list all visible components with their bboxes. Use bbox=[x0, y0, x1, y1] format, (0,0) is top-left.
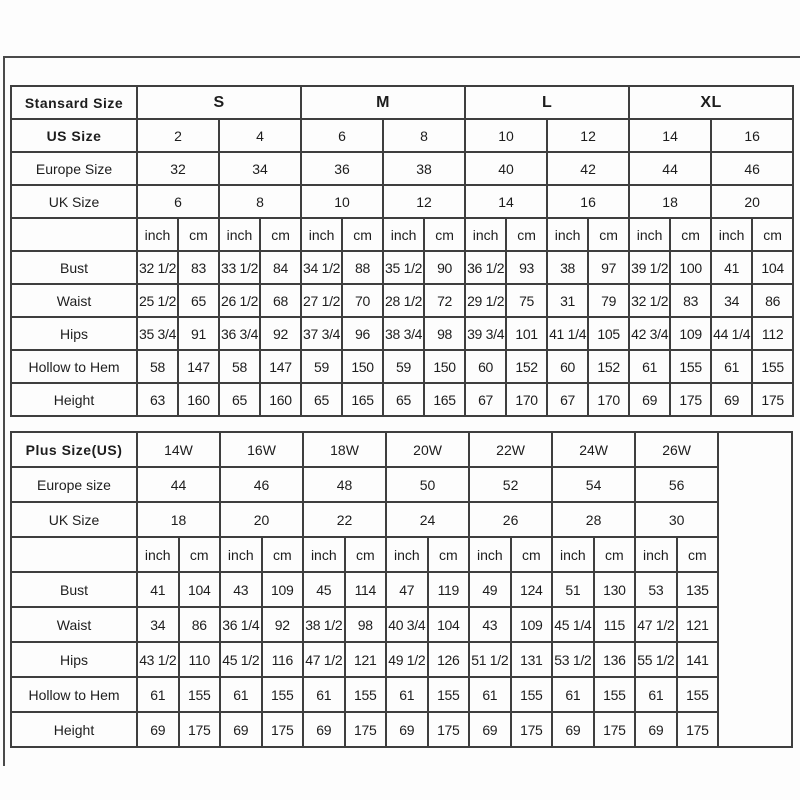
table-title-cell: Stansard Size bbox=[11, 86, 137, 119]
measurement-value-cell: 39 3/4 bbox=[465, 317, 506, 350]
measurement-value-cell: 155 bbox=[179, 677, 221, 712]
size-value-cell: 42 bbox=[547, 152, 629, 185]
measurement-value-cell: 61 bbox=[629, 350, 670, 383]
empty-trailing-column bbox=[718, 432, 792, 747]
size-value-cell: 36 bbox=[301, 152, 383, 185]
measurement-value-cell: 61 bbox=[469, 677, 511, 712]
measurement-value-cell: 101 bbox=[506, 317, 547, 350]
measurement-value-cell: 34 1/2 bbox=[301, 251, 342, 284]
size-value-cell: 44 bbox=[629, 152, 711, 185]
unit-inch-cell: inch bbox=[220, 537, 262, 572]
measurement-value-cell: 38 bbox=[547, 251, 588, 284]
measurement-value-cell: 45 bbox=[303, 572, 345, 607]
measurement-value-cell: 25 1/2 bbox=[137, 284, 178, 317]
measurement-value-cell: 44 1/4 bbox=[711, 317, 752, 350]
row-label-cell: Bust bbox=[11, 572, 137, 607]
measurement-value-cell: 155 bbox=[670, 350, 711, 383]
measurement-value-cell: 124 bbox=[511, 572, 553, 607]
unit-inch-cell: inch bbox=[469, 537, 511, 572]
measurement-value-cell: 104 bbox=[179, 572, 221, 607]
unit-inch-cell: inch bbox=[635, 537, 677, 572]
unit-cm-cell: cm bbox=[260, 218, 301, 251]
size-group-cell-20w: 20W bbox=[386, 432, 469, 467]
measurement-value-cell: 67 bbox=[465, 383, 506, 416]
size-value-cell: 50 bbox=[386, 467, 469, 502]
size-value-cell: 20 bbox=[220, 502, 303, 537]
measurement-value-cell: 65 bbox=[219, 383, 260, 416]
measurement-value-cell: 83 bbox=[178, 251, 219, 284]
measurement-value-cell: 116 bbox=[262, 642, 304, 677]
measurement-value-cell: 61 bbox=[635, 677, 677, 712]
measurement-value-cell: 36 1/2 bbox=[465, 251, 506, 284]
measurement-value-cell: 175 bbox=[262, 712, 304, 747]
measurement-value-cell: 32 1/2 bbox=[629, 284, 670, 317]
measurement-value-cell: 69 bbox=[469, 712, 511, 747]
measurement-value-cell: 112 bbox=[752, 317, 793, 350]
measurement-value-cell: 175 bbox=[670, 383, 711, 416]
measurement-value-cell: 34 bbox=[137, 607, 179, 642]
size-value-cell: 20 bbox=[711, 185, 793, 218]
measurement-value-cell: 42 3/4 bbox=[629, 317, 670, 350]
measurement-value-cell: 61 bbox=[711, 350, 752, 383]
measurement-value-cell: 43 1/2 bbox=[137, 642, 179, 677]
measurement-row bbox=[11, 677, 792, 712]
measurement-value-cell: 69 bbox=[635, 712, 677, 747]
row-label-cell: Bust bbox=[11, 251, 137, 284]
size-value-cell: 14 bbox=[465, 185, 547, 218]
size-system-row bbox=[11, 119, 793, 152]
measurement-value-cell: 90 bbox=[424, 251, 465, 284]
measurement-value-cell: 72 bbox=[424, 284, 465, 317]
row-label-cell: Hollow to Hem bbox=[11, 350, 137, 383]
measurement-value-cell: 175 bbox=[345, 712, 387, 747]
unit-header-row bbox=[11, 537, 792, 572]
measurement-value-cell: 147 bbox=[178, 350, 219, 383]
size-group-cell-s: S bbox=[137, 86, 301, 119]
measurement-value-cell: 175 bbox=[511, 712, 553, 747]
measurement-row bbox=[11, 572, 792, 607]
measurement-row bbox=[11, 317, 793, 350]
size-group-cell-22w: 22W bbox=[469, 432, 552, 467]
measurement-value-cell: 104 bbox=[752, 251, 793, 284]
measurement-value-cell: 109 bbox=[670, 317, 711, 350]
measurement-value-cell: 47 1/2 bbox=[303, 642, 345, 677]
measurement-value-cell: 147 bbox=[260, 350, 301, 383]
measurement-value-cell: 35 1/2 bbox=[383, 251, 424, 284]
measurement-value-cell: 61 bbox=[552, 677, 594, 712]
table-title-cell: Plus Size(US) bbox=[11, 432, 137, 467]
measurement-value-cell: 121 bbox=[677, 607, 719, 642]
measurement-value-cell: 175 bbox=[428, 712, 470, 747]
size-value-cell: 18 bbox=[629, 185, 711, 218]
measurement-row bbox=[11, 383, 793, 416]
unit-cm-cell: cm bbox=[342, 218, 383, 251]
unit-inch-cell: inch bbox=[386, 537, 428, 572]
unit-cm-cell: cm bbox=[594, 537, 636, 572]
unit-cm-cell: cm bbox=[588, 218, 629, 251]
size-value-cell: 22 bbox=[303, 502, 386, 537]
measurement-value-cell: 65 bbox=[178, 284, 219, 317]
size-value-cell: 32 bbox=[137, 152, 219, 185]
empty-label-cell bbox=[11, 537, 137, 572]
row-label-cell: Europe Size bbox=[11, 152, 137, 185]
measurement-value-cell: 83 bbox=[670, 284, 711, 317]
measurement-value-cell: 105 bbox=[588, 317, 629, 350]
size-value-cell: 56 bbox=[635, 467, 718, 502]
size-system-row bbox=[11, 502, 792, 537]
unit-cm-cell: cm bbox=[178, 218, 219, 251]
size-value-cell: 24 bbox=[386, 502, 469, 537]
measurement-value-cell: 131 bbox=[511, 642, 553, 677]
size-group-cell-m: M bbox=[301, 86, 465, 119]
measurement-value-cell: 51 1/2 bbox=[469, 642, 511, 677]
size-value-cell: 6 bbox=[301, 119, 383, 152]
measurement-value-cell: 68 bbox=[260, 284, 301, 317]
unit-inch-cell: inch bbox=[383, 218, 424, 251]
row-label-cell: Europe size bbox=[11, 467, 137, 502]
size-group-cell-26w: 26W bbox=[635, 432, 718, 467]
measurement-value-cell: 49 1/2 bbox=[386, 642, 428, 677]
measurement-value-cell: 155 bbox=[594, 677, 636, 712]
standard-size-table bbox=[10, 85, 794, 417]
measurement-value-cell: 41 bbox=[137, 572, 179, 607]
measurement-value-cell: 175 bbox=[677, 712, 719, 747]
measurement-value-cell: 96 bbox=[342, 317, 383, 350]
measurement-value-cell: 119 bbox=[428, 572, 470, 607]
size-value-cell: 14 bbox=[629, 119, 711, 152]
size-value-cell: 10 bbox=[465, 119, 547, 152]
size-value-cell: 6 bbox=[137, 185, 219, 218]
measurement-value-cell: 43 bbox=[220, 572, 262, 607]
measurement-value-cell: 110 bbox=[179, 642, 221, 677]
measurement-value-cell: 86 bbox=[752, 284, 793, 317]
unit-cm-cell: cm bbox=[345, 537, 387, 572]
unit-inch-cell: inch bbox=[711, 218, 752, 251]
measurement-value-cell: 43 bbox=[469, 607, 511, 642]
size-value-cell: 26 bbox=[469, 502, 552, 537]
measurement-value-cell: 160 bbox=[260, 383, 301, 416]
size-group-cell-16w: 16W bbox=[220, 432, 303, 467]
measurement-value-cell: 69 bbox=[137, 712, 179, 747]
size-group-header-row bbox=[11, 432, 792, 467]
measurement-value-cell: 59 bbox=[301, 350, 342, 383]
unit-inch-cell: inch bbox=[552, 537, 594, 572]
size-value-cell: 28 bbox=[552, 502, 635, 537]
measurement-value-cell: 92 bbox=[262, 607, 304, 642]
measurement-value-cell: 51 bbox=[552, 572, 594, 607]
measurement-value-cell: 35 3/4 bbox=[137, 317, 178, 350]
measurement-value-cell: 69 bbox=[552, 712, 594, 747]
measurement-value-cell: 130 bbox=[594, 572, 636, 607]
measurement-value-cell: 38 1/2 bbox=[303, 607, 345, 642]
measurement-value-cell: 61 bbox=[220, 677, 262, 712]
size-group-cell-l: L bbox=[465, 86, 629, 119]
measurement-value-cell: 98 bbox=[424, 317, 465, 350]
row-label-cell: US Size bbox=[11, 119, 137, 152]
size-group-cell-14w: 14W bbox=[137, 432, 220, 467]
empty-label-cell bbox=[11, 218, 137, 251]
measurement-value-cell: 175 bbox=[594, 712, 636, 747]
size-group-cell-24w: 24W bbox=[552, 432, 635, 467]
measurement-value-cell: 100 bbox=[670, 251, 711, 284]
measurement-value-cell: 45 1/4 bbox=[552, 607, 594, 642]
unit-inch-cell: inch bbox=[303, 537, 345, 572]
plus-size-table bbox=[10, 431, 793, 748]
size-value-cell: 8 bbox=[383, 119, 465, 152]
measurement-value-cell: 63 bbox=[137, 383, 178, 416]
measurement-value-cell: 45 1/2 bbox=[220, 642, 262, 677]
row-label-cell: Hollow to Hem bbox=[11, 677, 137, 712]
measurement-value-cell: 136 bbox=[594, 642, 636, 677]
size-value-cell: 52 bbox=[469, 467, 552, 502]
measurement-value-cell: 67 bbox=[547, 383, 588, 416]
measurement-value-cell: 69 bbox=[386, 712, 428, 747]
row-label-cell: Waist bbox=[11, 284, 137, 317]
measurement-row bbox=[11, 284, 793, 317]
unit-inch-cell: inch bbox=[219, 218, 260, 251]
size-value-cell: 30 bbox=[635, 502, 718, 537]
size-value-cell: 10 bbox=[301, 185, 383, 218]
measurement-value-cell: 53 bbox=[635, 572, 677, 607]
measurement-value-cell: 61 bbox=[303, 677, 345, 712]
measurement-value-cell: 55 1/2 bbox=[635, 642, 677, 677]
size-group-cell-xl: XL bbox=[629, 86, 793, 119]
size-value-cell: 48 bbox=[303, 467, 386, 502]
row-label-cell: Waist bbox=[11, 607, 137, 642]
measurement-value-cell: 41 bbox=[711, 251, 752, 284]
measurement-row bbox=[11, 350, 793, 383]
size-group-cell-18w: 18W bbox=[303, 432, 386, 467]
measurement-value-cell: 109 bbox=[262, 572, 304, 607]
measurement-value-cell: 155 bbox=[262, 677, 304, 712]
measurement-value-cell: 28 1/2 bbox=[383, 284, 424, 317]
measurement-value-cell: 175 bbox=[752, 383, 793, 416]
size-system-row bbox=[11, 467, 792, 502]
measurement-value-cell: 141 bbox=[677, 642, 719, 677]
measurement-value-cell: 150 bbox=[424, 350, 465, 383]
unit-inch-cell: inch bbox=[547, 218, 588, 251]
measurement-value-cell: 79 bbox=[588, 284, 629, 317]
measurement-value-cell: 36 3/4 bbox=[219, 317, 260, 350]
size-value-cell: 46 bbox=[220, 467, 303, 502]
measurement-value-cell: 69 bbox=[303, 712, 345, 747]
measurement-value-cell: 152 bbox=[588, 350, 629, 383]
unit-cm-cell: cm bbox=[511, 537, 553, 572]
measurement-value-cell: 65 bbox=[301, 383, 342, 416]
unit-cm-cell: cm bbox=[506, 218, 547, 251]
measurement-value-cell: 36 1/4 bbox=[220, 607, 262, 642]
measurement-value-cell: 93 bbox=[506, 251, 547, 284]
unit-inch-cell: inch bbox=[465, 218, 506, 251]
unit-cm-cell: cm bbox=[752, 218, 793, 251]
measurement-value-cell: 60 bbox=[465, 350, 506, 383]
measurement-value-cell: 109 bbox=[511, 607, 553, 642]
size-value-cell: 18 bbox=[137, 502, 220, 537]
measurement-value-cell: 69 bbox=[711, 383, 752, 416]
row-label-cell: Height bbox=[11, 383, 137, 416]
row-label-cell: Hips bbox=[11, 642, 137, 677]
unit-inch-cell: inch bbox=[137, 218, 178, 251]
size-value-cell: 46 bbox=[711, 152, 793, 185]
size-chart-frame bbox=[3, 56, 800, 766]
measurement-value-cell: 160 bbox=[178, 383, 219, 416]
measurement-value-cell: 53 1/2 bbox=[552, 642, 594, 677]
measurement-value-cell: 37 3/4 bbox=[301, 317, 342, 350]
measurement-value-cell: 121 bbox=[345, 642, 387, 677]
measurement-value-cell: 86 bbox=[179, 607, 221, 642]
measurement-value-cell: 126 bbox=[428, 642, 470, 677]
measurement-value-cell: 91 bbox=[178, 317, 219, 350]
measurement-value-cell: 27 1/2 bbox=[301, 284, 342, 317]
size-value-cell: 16 bbox=[547, 185, 629, 218]
size-value-cell: 8 bbox=[219, 185, 301, 218]
measurement-value-cell: 75 bbox=[506, 284, 547, 317]
measurement-value-cell: 26 1/2 bbox=[219, 284, 260, 317]
size-value-cell: 34 bbox=[219, 152, 301, 185]
measurement-row bbox=[11, 607, 792, 642]
measurement-value-cell: 29 1/2 bbox=[465, 284, 506, 317]
measurement-value-cell: 155 bbox=[511, 677, 553, 712]
measurement-value-cell: 58 bbox=[219, 350, 260, 383]
unit-header-row bbox=[11, 218, 793, 251]
size-value-cell: 16 bbox=[711, 119, 793, 152]
row-label-cell: UK Size bbox=[11, 502, 137, 537]
measurement-value-cell: 104 bbox=[428, 607, 470, 642]
measurement-value-cell: 97 bbox=[588, 251, 629, 284]
size-value-cell: 38 bbox=[383, 152, 465, 185]
unit-inch-cell: inch bbox=[629, 218, 670, 251]
size-value-cell: 4 bbox=[219, 119, 301, 152]
measurement-row bbox=[11, 642, 792, 677]
size-value-cell: 12 bbox=[547, 119, 629, 152]
size-system-row bbox=[11, 152, 793, 185]
measurement-value-cell: 170 bbox=[506, 383, 547, 416]
measurement-value-cell: 152 bbox=[506, 350, 547, 383]
measurement-value-cell: 38 3/4 bbox=[383, 317, 424, 350]
measurement-value-cell: 70 bbox=[342, 284, 383, 317]
row-label-cell: Hips bbox=[11, 317, 137, 350]
measurement-value-cell: 61 bbox=[137, 677, 179, 712]
size-system-row bbox=[11, 185, 793, 218]
measurement-value-cell: 65 bbox=[383, 383, 424, 416]
measurement-value-cell: 114 bbox=[345, 572, 387, 607]
measurement-value-cell: 33 1/2 bbox=[219, 251, 260, 284]
measurement-value-cell: 165 bbox=[424, 383, 465, 416]
measurement-value-cell: 40 3/4 bbox=[386, 607, 428, 642]
measurement-value-cell: 155 bbox=[752, 350, 793, 383]
size-value-cell: 2 bbox=[137, 119, 219, 152]
measurement-value-cell: 41 1/4 bbox=[547, 317, 588, 350]
measurement-value-cell: 59 bbox=[383, 350, 424, 383]
row-label-cell: UK Size bbox=[11, 185, 137, 218]
measurement-value-cell: 61 bbox=[386, 677, 428, 712]
unit-cm-cell: cm bbox=[677, 537, 719, 572]
size-value-cell: 54 bbox=[552, 467, 635, 502]
measurement-value-cell: 155 bbox=[345, 677, 387, 712]
unit-cm-cell: cm bbox=[428, 537, 470, 572]
measurement-value-cell: 69 bbox=[629, 383, 670, 416]
measurement-value-cell: 98 bbox=[345, 607, 387, 642]
unit-cm-cell: cm bbox=[670, 218, 711, 251]
measurement-value-cell: 32 1/2 bbox=[137, 251, 178, 284]
measurement-row bbox=[11, 712, 792, 747]
size-value-cell: 44 bbox=[137, 467, 220, 502]
unit-cm-cell: cm bbox=[179, 537, 221, 572]
measurement-value-cell: 69 bbox=[220, 712, 262, 747]
size-group-header-row bbox=[11, 86, 793, 119]
measurement-value-cell: 88 bbox=[342, 251, 383, 284]
measurement-value-cell: 34 bbox=[711, 284, 752, 317]
measurement-value-cell: 175 bbox=[179, 712, 221, 747]
measurement-value-cell: 92 bbox=[260, 317, 301, 350]
measurement-value-cell: 49 bbox=[469, 572, 511, 607]
size-value-cell: 40 bbox=[465, 152, 547, 185]
unit-inch-cell: inch bbox=[301, 218, 342, 251]
unit-cm-cell: cm bbox=[262, 537, 304, 572]
measurement-value-cell: 47 bbox=[386, 572, 428, 607]
measurement-value-cell: 47 1/2 bbox=[635, 607, 677, 642]
measurement-value-cell: 155 bbox=[677, 677, 719, 712]
size-value-cell: 12 bbox=[383, 185, 465, 218]
measurement-value-cell: 58 bbox=[137, 350, 178, 383]
measurement-row bbox=[11, 251, 793, 284]
measurement-value-cell: 150 bbox=[342, 350, 383, 383]
measurement-value-cell: 155 bbox=[428, 677, 470, 712]
measurement-value-cell: 165 bbox=[342, 383, 383, 416]
measurement-value-cell: 135 bbox=[677, 572, 719, 607]
measurement-value-cell: 170 bbox=[588, 383, 629, 416]
row-label-cell: Height bbox=[11, 712, 137, 747]
measurement-value-cell: 115 bbox=[594, 607, 636, 642]
measurement-value-cell: 84 bbox=[260, 251, 301, 284]
measurement-value-cell: 31 bbox=[547, 284, 588, 317]
measurement-value-cell: 39 1/2 bbox=[629, 251, 670, 284]
measurement-value-cell: 60 bbox=[547, 350, 588, 383]
unit-inch-cell: inch bbox=[137, 537, 179, 572]
unit-cm-cell: cm bbox=[424, 218, 465, 251]
